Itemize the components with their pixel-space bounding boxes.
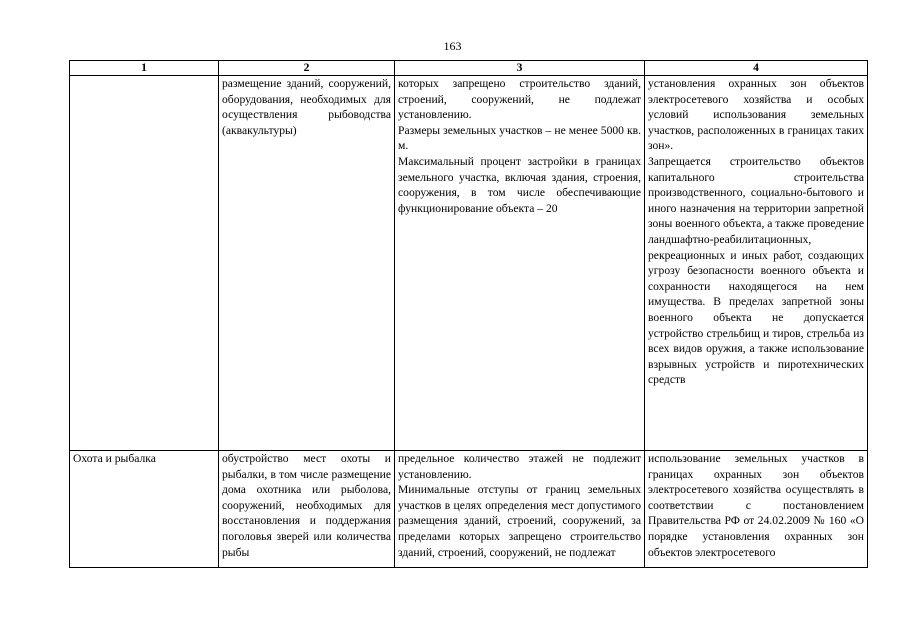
parameters-cell [395,76,645,451]
restrictions-cell [645,451,868,568]
restrictions-paragraph: установления охранных зон объектов электросетевого хозяйства и особых условий использования земельных участков, расположенных в границах таких зон». [648,77,864,153]
restrictions-cell [645,76,868,451]
permitted-use-description-cell: обустройство мест охоты и рыбалки, в том числе размещение дома охотника или рыболова, сооружений, необходимых для восстановления и поддержания поголовья зверей или количества рыбы [219,451,395,568]
restrictions-paragraph: использование земельных участков в границах охранных зон объектов электросетевого хозяйства осуществлять в соответствии с постановлением Правительства РФ от 24.02.2009 № 160 «О порядке установления охранных зон объектов электросетевого [648,452,864,559]
column-header-3: 3 [395,61,645,76]
parameters-paragraph: Размеры земельных участков – не менее 5000 кв. м. [398,123,641,153]
table-header-row [70,61,868,76]
land-use-type-cell: Охота и рыбалка [70,451,219,568]
restrictions-paragraph: Запрещается строительство объектов капитального строительства производственного, социально-бытового и иного назначения на территории запретной зоны военного объекта, а также проведение ландшафтно-реабилитационных, рекреационных и иных работ, создающих угрозу безопасности военного объекта и сохранности находящегося на нем имущества. В пределах запретной зоны военного объекта не допускается устройство стрельбищ и тиров, стрельба из всех видов оружия, а также использование взрывных устройств и пиротехнических средств [648,154,864,387]
column-header-2: 2 [219,61,395,76]
column-header-1: 1 [70,61,219,76]
page-number: 163 [443,39,462,53]
permitted-use-description-cell: размещение зданий, сооружений, оборудования, необходимых для осуществления рыбоводства (аквакультуры) [219,76,395,451]
parameters-paragraph: Максимальный процент застройки в границах земельного участка, включая здания, строения, сооружения, в том числе обеспечивающие функционирование объекта – 20 [398,154,641,215]
column-header-4: 4 [645,61,868,76]
parameters-paragraph: Минимальные отступы от границ земельных участков в целях определения мест допустимого размещения зданий, строений, сооружений, за пределами которых запрещено строительство зданий, строений, сооружений, не подлежат [398,483,641,559]
table-row [70,451,868,568]
table-row [70,76,868,451]
land-use-type-cell [70,76,219,451]
parameters-paragraph: предельное количество этажей не подлежит установлению. [398,452,641,481]
parameters-cell [395,451,645,568]
land-use-regulations-table [69,60,868,568]
parameters-paragraph: которых запрещено строительство зданий, строений, сооружений, не подлежат установлению. [398,77,641,122]
